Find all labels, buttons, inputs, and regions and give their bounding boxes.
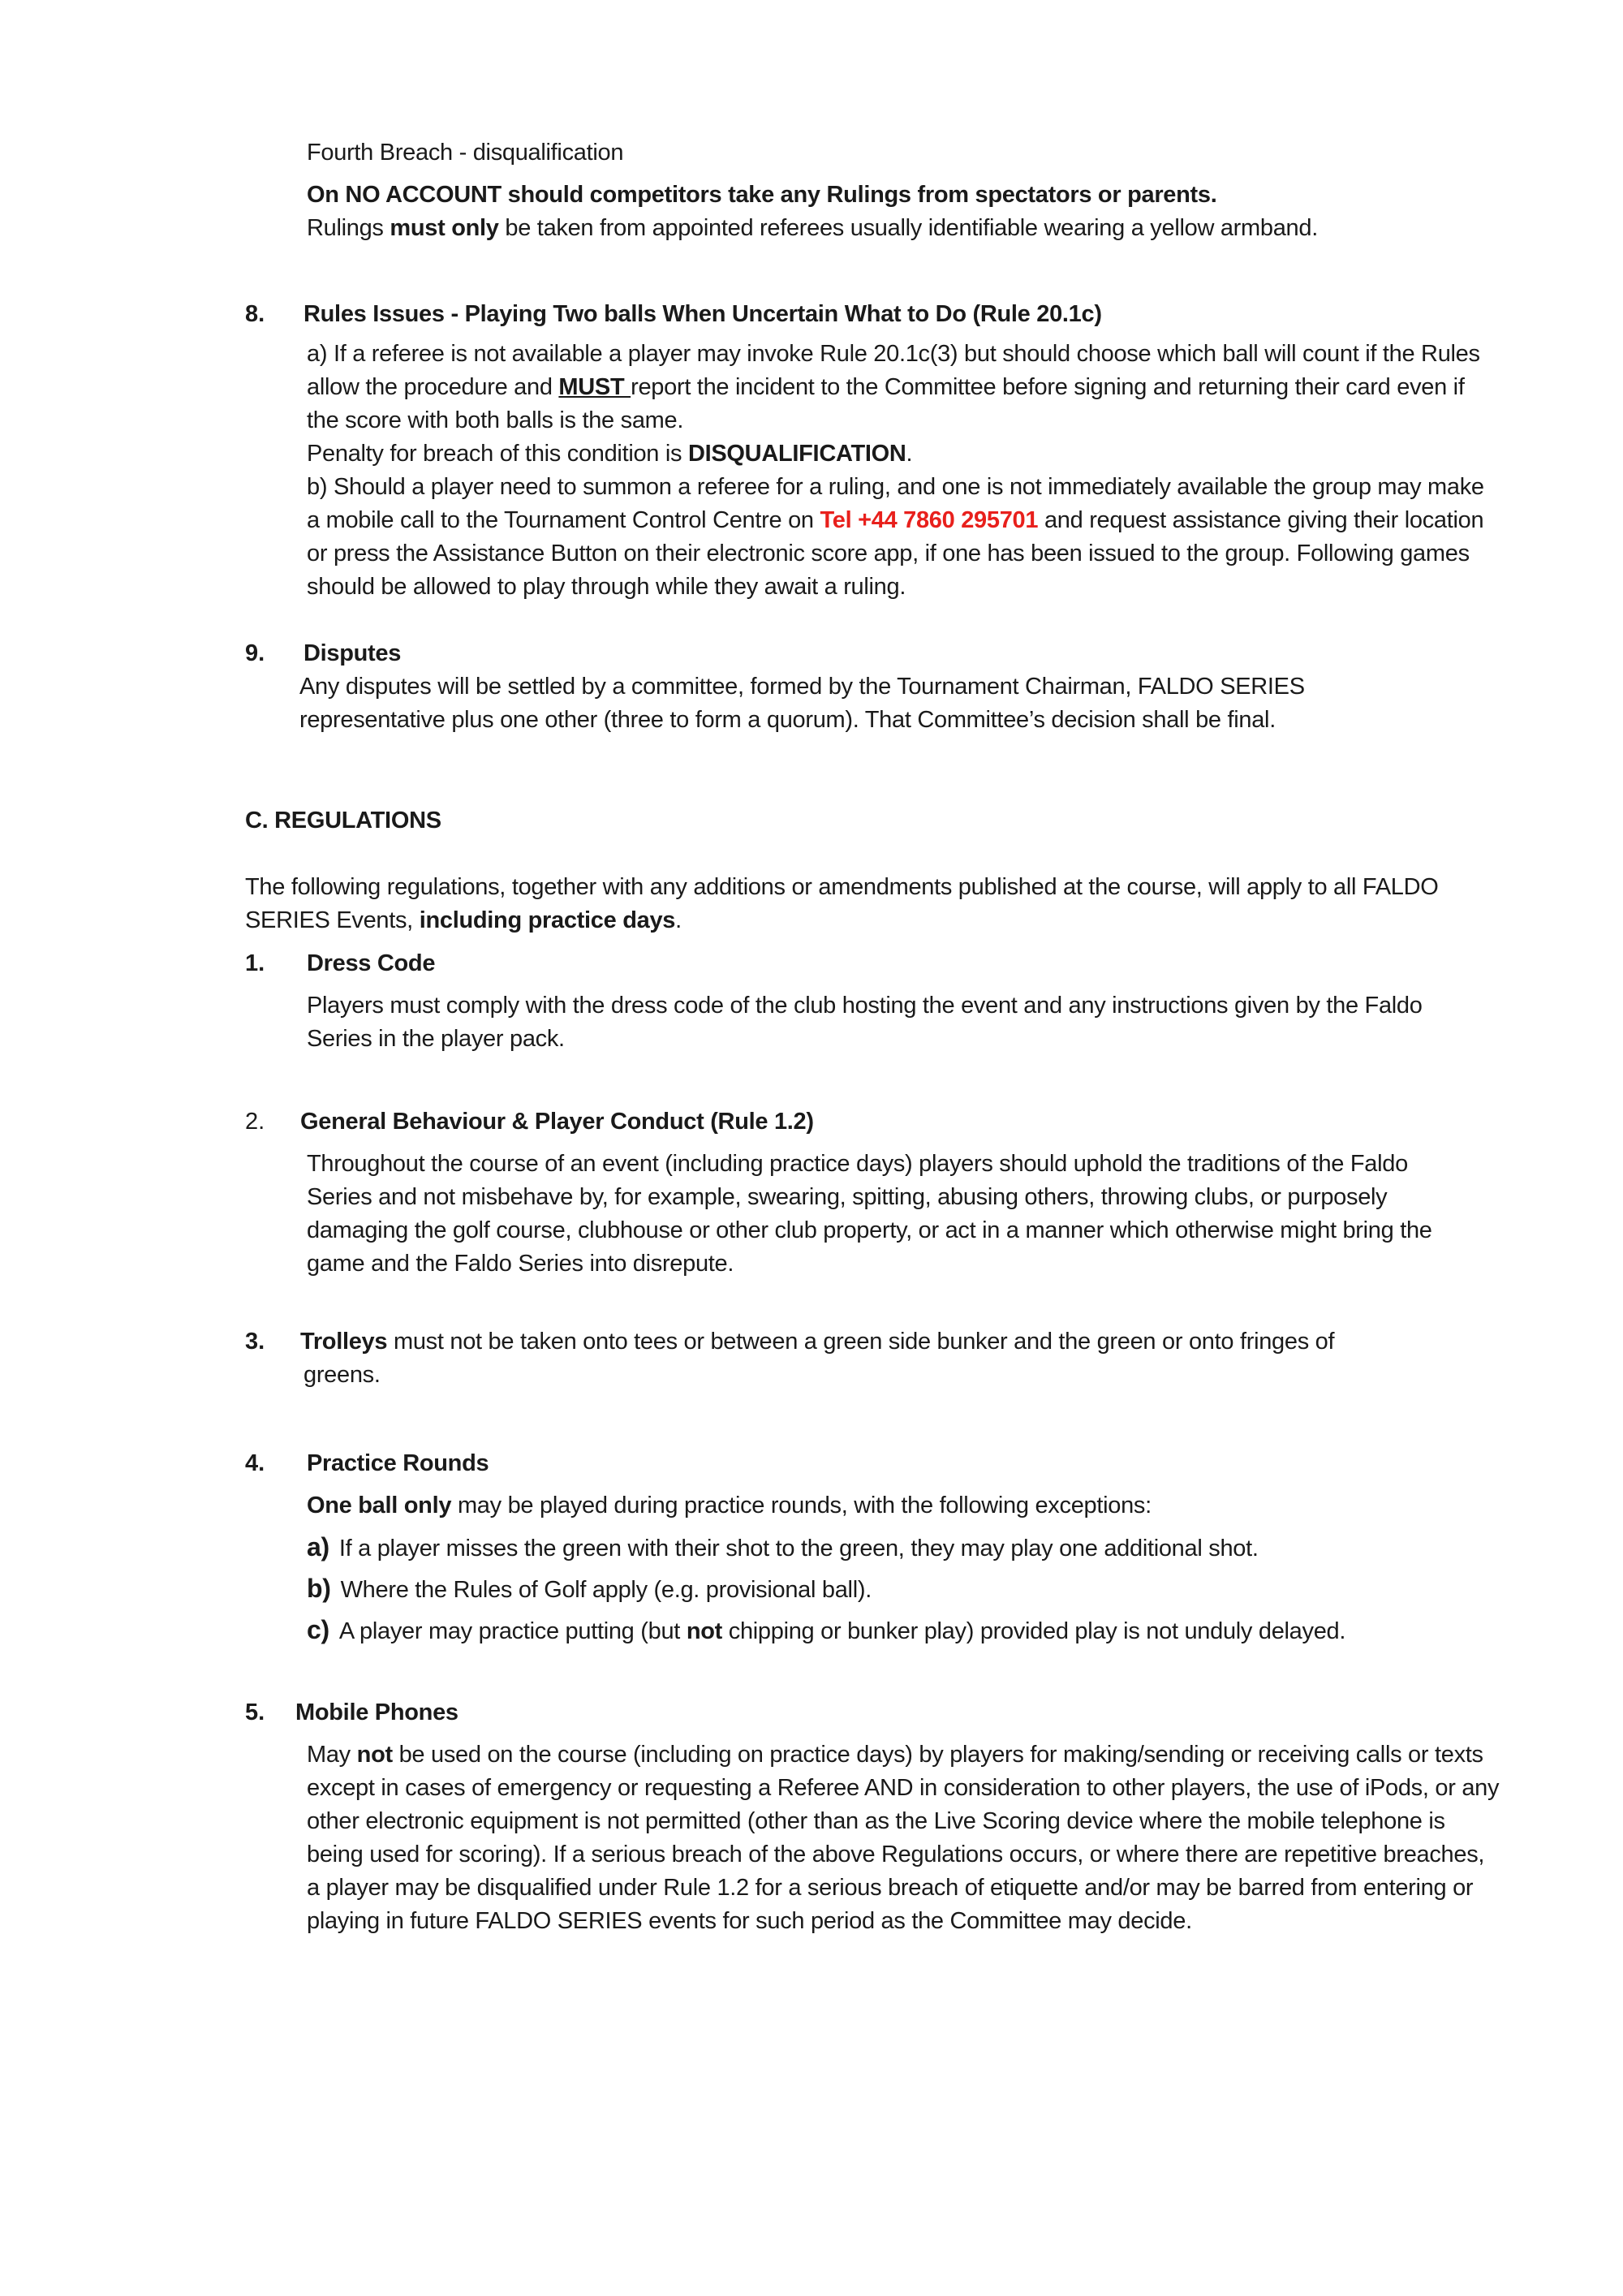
exception-b-text: Where the Rules of Golf apply (e.g. provisional ball). [340,1577,872,1603]
reg-2-body: Throughout the course of an event (including practice days) players should uphold the traditions of the Faldo Series and not misbehave by, for example, swearing, spitting, abusing others, throwing clubs, or purposely damaging the golf course, clubhouse or other club property, or act in a manner which otherwise might bring the game and the Faldo Series into disrepute. [307,1151,1432,1277]
one-ball-only: One ball only [307,1493,452,1518]
section-9-number: 9. [245,640,265,666]
no-account-warning: On NO ACCOUNT should competitors take any Rulings from spectators or parents. [307,182,1217,208]
section-8-b-pre: b) Should a player need to summon a referee for a ruling, and one is not immediately available the group may make a mobile call to the Tournament Control Centre on [307,474,1484,533]
regulations-intro-post: . [675,907,682,933]
reg-4-title: Practice Rounds [307,1450,489,1476]
rulings-pre: Rulings [307,215,390,241]
reg-1-body: Players must comply with the dress code of the club hosting the event and any instructions given by the Faldo Series in the player pack. [307,993,1423,1052]
section-9-body: Any disputes will be settled by a committee, formed by the Tournament Chairman, FALDO SERIES representative plus one other (three to form a quorum). That Committee’s decision shall be final. [299,674,1305,733]
section-8-b-post: and request assistance giving their location or press the Assistance Button on their electronic score app, if one has been issued to the group. Following games should be allowed to play through while they await a ruling. [307,507,1484,600]
reg-4-intro [307,1489,1152,1523]
exception-c-post: chipping or bunker play) provided play is not unduly delayed. [722,1618,1346,1644]
reg-5-body [307,1738,1500,1938]
exception-a-text: If a player misses the green with their shot to the green, they may play one additional shot. [338,1536,1259,1562]
fourth-breach-line: Fourth Breach - disqualification [307,140,624,166]
reg-3-line-2: greens. [304,1362,381,1388]
reg-5-pre: May [307,1742,357,1768]
reg-3-number: 3. [245,1329,265,1355]
section-9-title: Disputes [304,640,402,666]
exception-c-not: not [686,1618,722,1644]
reg-5-title: Mobile Phones [295,1699,458,1725]
section-8-title: Rules Issues - Playing Two balls When Uncertain What to Do (Rule 20.1c) [304,301,1102,327]
reg-2-title: General Behaviour & Player Conduct (Rule 1.2) [300,1109,814,1135]
tournament-control-phone[interactable]: Tel +44 7860 295701 [820,507,1039,533]
section-8-para-b [307,471,1492,604]
reg-3-line-1 [300,1325,1334,1359]
exception-b-label: b) [307,1574,331,1603]
reg-3-body-1: must not be taken onto tees or between a green side bunker and the green or onto fringes of [387,1329,1335,1355]
reg-2-number: 2. [245,1109,265,1135]
exception-b [307,1572,872,1607]
rulings-must-only: must only [390,215,499,241]
reg-5-not: not [356,1742,393,1768]
section-8-number: 8. [245,301,265,327]
reg-5-number: 5. [245,1699,265,1725]
exception-c-pre: A player may practice putting (but [338,1618,687,1644]
reg-1-title: Dress Code [307,950,436,976]
penalty-line [307,437,1492,471]
exception-a [307,1531,1259,1566]
reg-5-post: be used on the course (including on practice days) by players for making/sending or receiving calls or texts except in cases of emergency or requesting a Referee AND in consideration to other players, the use of iPods, or any other electronic equipment is not permitted (other than as the Live Scoring device where the mobile telephone is being used for scoring). If a serious breach of the above Regulations occurs, or where there are repetitive breaches, a player may be disqualified under Rule 1.2 for a serious breach of etiquette and/or may be barred from entering or playing in future FALDO SERIES events for such period as the Committee may decide. [307,1742,1500,1934]
rulings-line [307,212,1318,245]
regulations-intro [245,871,1495,937]
including-practice-days: including practice days [419,907,676,933]
reg-4-intro-post: may be played during practice rounds, with the following exceptions: [451,1493,1152,1518]
section-8-a-post: report the incident to the Committee before signing and returning their card even if the score with both balls is the same. [307,374,1465,433]
section-8-para-a [307,338,1492,437]
regulations-heading: C. REGULATIONS [245,808,441,834]
penalty-pre: Penalty for breach of this condition is [307,441,688,467]
exception-a-label: a) [307,1532,329,1562]
section-8-body [307,338,1492,604]
reg-3-title: Trolleys [300,1329,388,1355]
must-emphasis: MUST [558,374,631,400]
exception-c-label: c) [307,1615,329,1644]
section-8-a-pre: a) If a referee is not available a player may invoke Rule 20.1c(3) but should choose which ball will count if the Rules allow the procedure and [307,341,1480,400]
exception-c [307,1613,1345,1648]
disqualification-label: DISQUALIFICATION [687,441,906,467]
regulations-intro-pre: The following regulations, together with any additions or amendments published at the course, will apply to all FALDO SERIES Events, [245,874,1439,933]
reg-4-number: 4. [245,1450,265,1476]
penalty-post: . [906,441,913,467]
rulings-post: be taken from appointed referees usually identifiable wearing a yellow armband. [498,215,1318,241]
reg-1-number: 1. [245,950,265,976]
